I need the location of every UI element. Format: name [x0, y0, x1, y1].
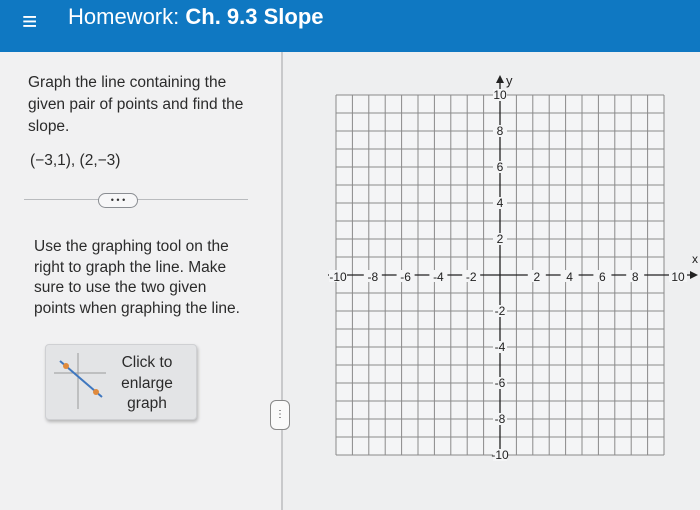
question-text: Graph the line containing the given pair of points and find the slope.: [28, 74, 244, 135]
x-tick-label: 8: [631, 270, 639, 284]
y-axis-arrow-icon: [496, 75, 504, 83]
y-tick-label: -2: [494, 304, 506, 318]
x-tick-label: -2: [465, 270, 477, 284]
y-tick-label: 6: [496, 160, 504, 174]
title-main: Ch. 9.3 Slope: [185, 4, 324, 29]
enlarge-graph-label: Click to enlarge graph: [121, 354, 173, 412]
x-tick-label: -8: [367, 270, 379, 284]
given-points: (−3,1), (2,−3): [30, 152, 121, 169]
y-tick-label: -6: [494, 376, 506, 390]
y-tick-label: -8: [494, 412, 506, 426]
x-axis-label: x: [692, 252, 698, 266]
x-tick-label: 2: [533, 270, 541, 284]
instructions-text: Use the graphing tool on the right to graph the line. Make sure to use the two given points when graphing the line.: [34, 238, 240, 317]
x-tick-label: 4: [566, 270, 573, 284]
menu-icon[interactable]: ≡: [22, 6, 38, 36]
x-tick-label: -10: [329, 270, 347, 284]
x-tick-label: 6: [599, 270, 606, 284]
x-tick-label: -4: [433, 270, 444, 284]
x-tick-label: -6: [400, 270, 411, 284]
title-prefix: Homework:: [68, 4, 180, 29]
more-button[interactable]: • • •: [98, 193, 138, 208]
y-axis-label: y: [506, 73, 513, 88]
x-axis-arrow-icon: [690, 271, 698, 279]
y-tick-label: 8: [496, 124, 504, 138]
y-tick-label: -4: [494, 340, 506, 354]
x-tick-label: 10: [671, 270, 685, 284]
y-tick-label: 2: [496, 232, 504, 246]
y-tick-label: 4: [496, 196, 504, 210]
y-tick-label: -10: [491, 448, 509, 462]
y-tick-label: 10: [493, 88, 507, 102]
panel-resize-handle[interactable]: ⋮: [270, 400, 290, 430]
